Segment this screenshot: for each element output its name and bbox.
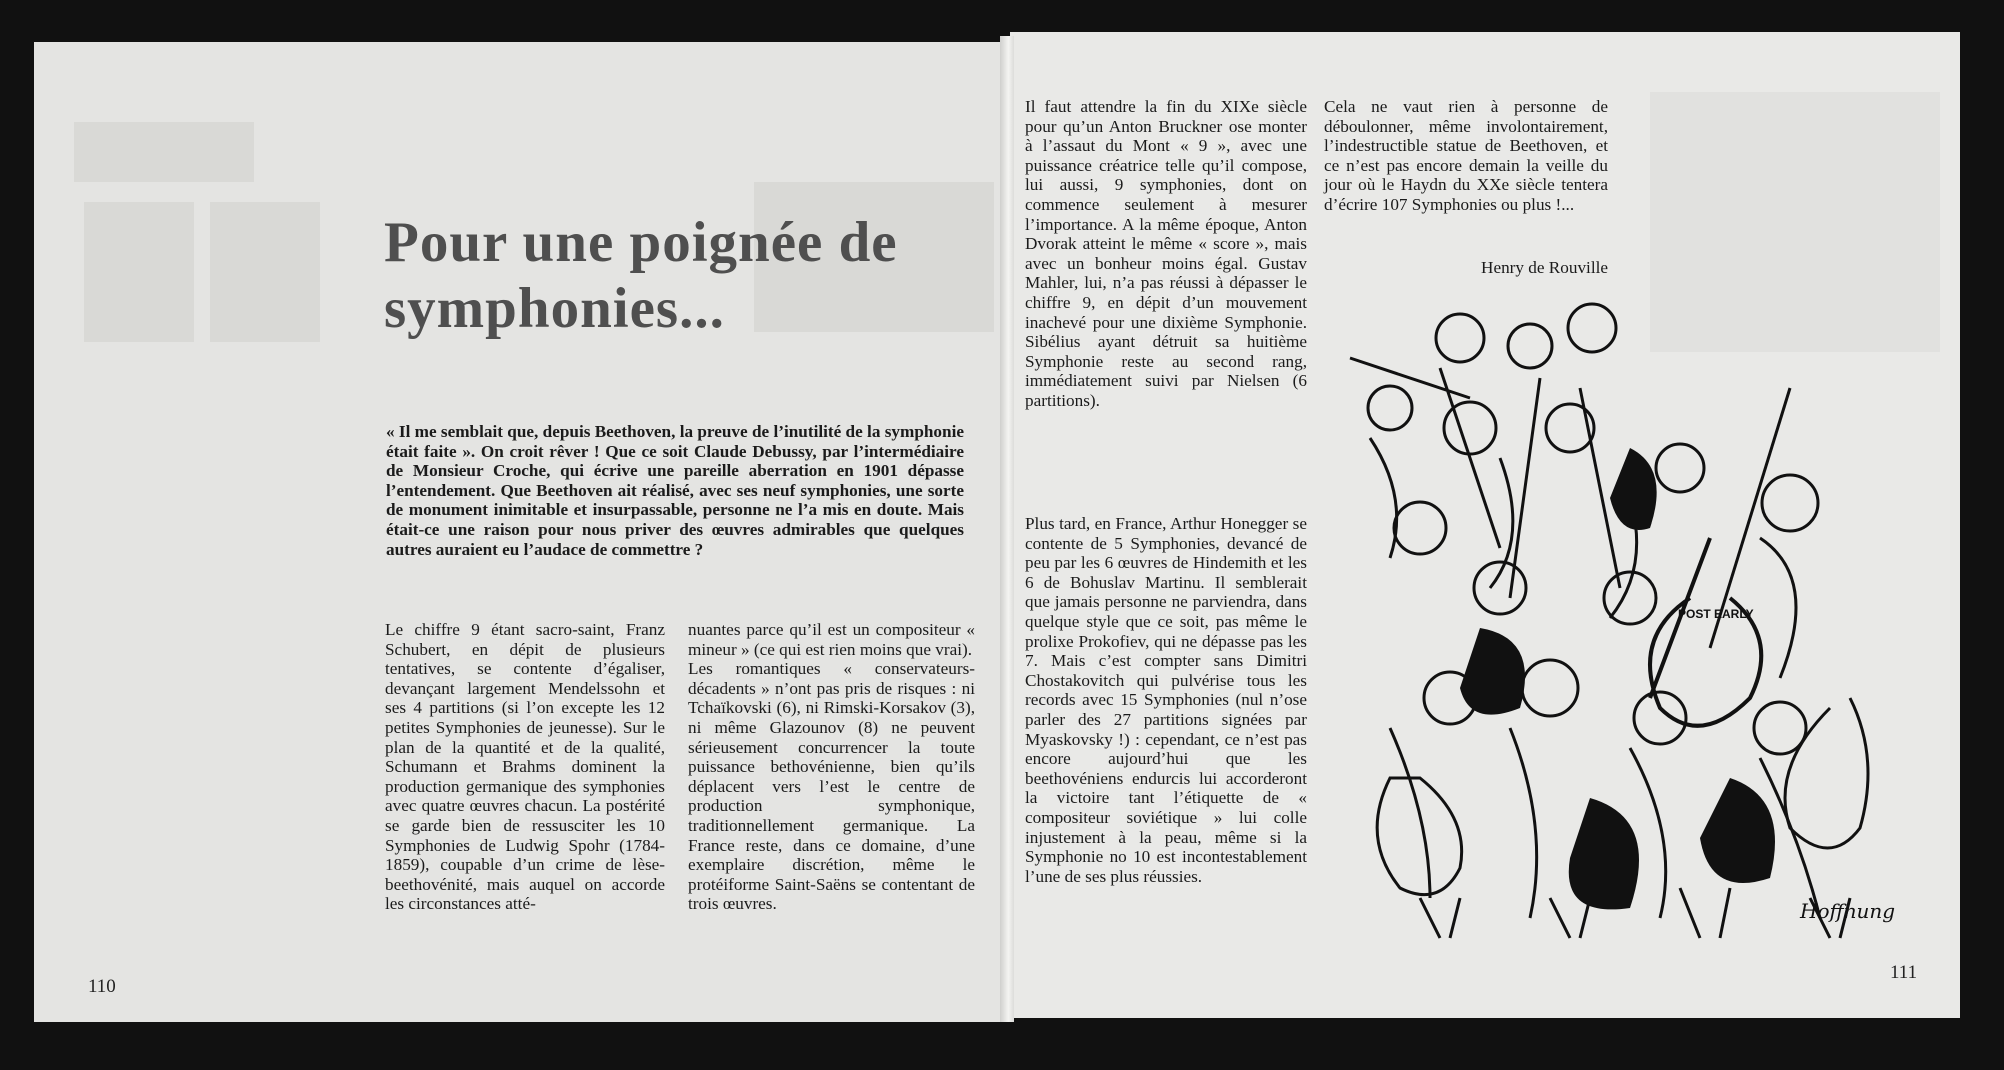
musician-head — [1568, 304, 1616, 352]
musician-head — [1508, 324, 1552, 368]
paragraph: Le chiffre 9 étant sacro-saint, Franz Schubert, en dépit de plusieurs tentatives, se contente d’égaliser, devançant largement Mendelssohn et ses 4 partitions (si l’on excepte les 12 petites Symphonies de jeunesse). Sur le plan de la quantité et de la qualité, Schumann et Brahms dominent la production germanique des symphonies avec quatre œuvres chacun. La postérité se garde bien de ressusciter les 10 Symphonies de Ludwig Spohr (1784-1859), coupable d’un crime de lèse-beethovénité, mais auquel on accorde les circonstances atté- — [385, 620, 665, 914]
show-through-image — [74, 122, 254, 182]
paragraph: Les romantiques « conservateurs-décadents » n’ont pas pris de risques : ni Tchaïkovski (6), ni Rimski-Korsakov (3), ni même Glazounov (8) ne peuvent sérieusement concurrencer la toute puissance bethovénienne, bien qu’ils déplacent vers l’est le centre de production symphonique, traditionnellement germanique. La France reste, dans ce domaine, d’une exemplaire discrétion, même le protéiforme Saint-Saëns se contentant de trois œuvres. — [688, 659, 975, 914]
author-signature: Henry de Rouville — [1481, 258, 1608, 277]
musician-head — [1444, 402, 1496, 454]
musician-head — [1634, 692, 1686, 744]
paragraph: Il faut attendre la fin du XIXe siècle pour qu’un Anton Bruckner ose monter à l’assaut du Mont « 9 », avec une puissance créatrice telle qu’il compose, lui aussi, 9 symphonies, dont on commence seulement à mesurer l’importance. A la même époque, Anton Dvorak atteint le même « score », mais avec un bonheur moins égal. Gustav Mahler, lui, n’a pas réussi à dépasser le chiffre 9, en dépit d’un mouvement inachevé pour une dixième Symphonie. Sibélius ayant détruit sa huitième Symphonie reste au second rang, immédiatement suivi par Nielsen (6 partitions). — [1025, 97, 1307, 410]
musician-head — [1656, 444, 1704, 492]
column-3 — [1025, 97, 1307, 411]
musician-head — [1522, 660, 1578, 716]
artist-signature: Hoffnung — [1800, 899, 1896, 923]
column-1 — [385, 620, 665, 914]
dark-jacket — [1569, 798, 1639, 909]
musician-head — [1394, 502, 1446, 554]
show-through-image — [84, 202, 194, 342]
musician-head — [1762, 475, 1818, 531]
paragraph: nuantes parce qu’il est un compositeur « mineur » (ce qui est rien moins que vrai). — [688, 620, 975, 659]
bass-label: POST EARLY — [1678, 607, 1754, 621]
lead-paragraph: « Il me semblait que, depuis Beethoven, la preuve de l’inutilité de la symphonie était faite ». On croit rêver ! Que ce soit Claude Debussy, par l’intermédiaire de Monsieur Croche, qui écrive une pareille aberration en 1901 dépasse l’entendement. Que Beethoven ait réalisé, avec ses neuf symphonies, une sorte de monument inimitable et insurpassable, personne ne l’a mis en doute. Mais était-ce une raison pour nous priver des œuvres admirables que quelques autres auraient eu l’audace de commettre ? — [386, 422, 964, 559]
show-through-image — [210, 202, 320, 342]
column-4 — [1324, 97, 1608, 215]
article-title: Pour une poignée de symphonies... — [384, 211, 898, 340]
paragraph: Cela ne vaut rien à personne de déboulonner, même involontairement, l’indestructible statue de Beethoven, et ce n’est pas encore demain la veille du jour où le Haydn du XXe siècle tentera d’écrire 107 Symphonies ou plus !... — [1324, 97, 1608, 214]
musician-head — [1436, 314, 1484, 362]
dark-jacket — [1700, 778, 1775, 883]
musician-head — [1474, 562, 1526, 614]
book-gutter — [1000, 36, 1014, 1022]
paragraph: Plus tard, en France, Arthur Honegger se contente de 5 Symphonies, devancé de peu par les 6 œuvres de Hindemith et les 6 de Bohuslav Martinu. Il semblerait que jamais personne ne parviendra, dans quelque style que ce soit, pas même le prolixe Prokofiev, qui ne dépasse pas les 7. Mais c’est compter sans Dimitri Chostakovitch qui pulvérise tous les records avec 15 Symphonies (nul n’ose parler des 27 partitions signées par Myaskovsky !) : cependant, ce n’est pas encore aujourd’hui que les beethovéniens endurcis lui accorderont la victoire tant l’étiquette de « compositeur soviétique » lui colle injustement à la peau, même si la Symphonie no 10 est incontestablement l’une de ses plus réussies. — [1025, 514, 1307, 886]
dark-jacket — [1610, 448, 1657, 530]
column-5 — [1025, 514, 1307, 886]
dark-jacket — [1460, 628, 1525, 715]
page-number-left: 110 — [88, 976, 116, 997]
page-number-right: 111 — [1890, 962, 1918, 983]
column-2 — [688, 620, 975, 914]
orchestra-cartoon-illustration — [1330, 298, 1910, 948]
musician-head — [1368, 386, 1412, 430]
